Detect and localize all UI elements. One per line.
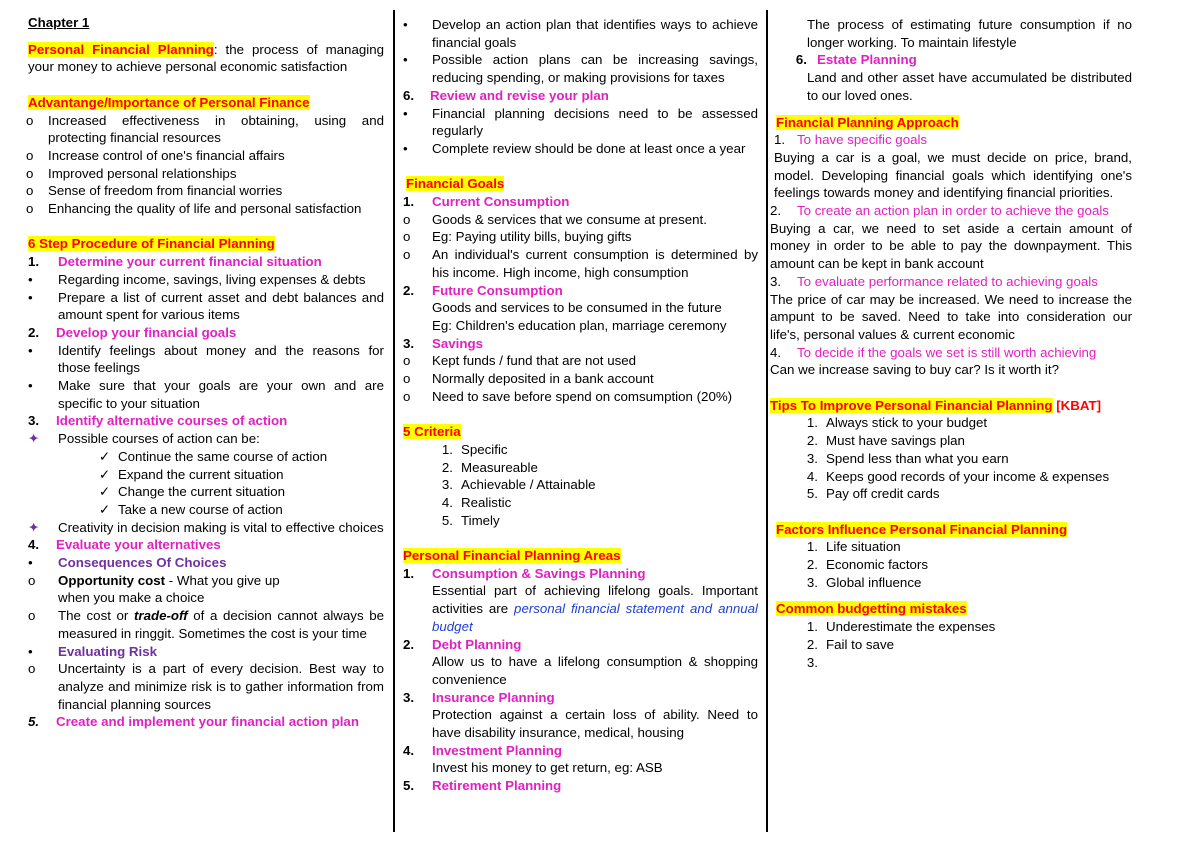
list-item: • Identify feelings about money and the reasons for those feelings: [28, 342, 384, 376]
list-item: o Uncertainty is a part of every decision. Best way to analyze and minimize risk is to gather information from financial planning sources: [28, 661, 384, 712]
list-item: • Complete review should be done at least once a year: [403, 140, 746, 156]
area-4-text: Invest his money to get return, eg: ASB: [432, 760, 663, 776]
list-item: ✦ Possible courses of action can be:: [28, 431, 260, 447]
criteria-item: 2. Measureable: [441, 459, 538, 475]
goal-2: 2. Future Consumption: [403, 282, 563, 298]
list-item: • Prepare a list of current asset and debt balances and amount spent for various items: [28, 289, 384, 323]
six-step-heading: 6 Step Procedure of Financial Planning: [28, 236, 275, 252]
approach-4: 4. To decide if the goals we set is still worth achieving: [770, 344, 1097, 360]
list-item: o Normally deposited in a bank account: [403, 371, 654, 387]
step-4: 4. Evaluate your alternatives: [28, 537, 221, 553]
list-item: • Financial planning decisions need to be assessed regularly: [403, 105, 758, 139]
tip-item: 5. Pay off credit cards: [806, 486, 940, 502]
list-item: o Improved personal relationships: [26, 165, 237, 181]
criteria-item: 3. Achievable / Attainable: [441, 477, 596, 493]
goal-3: 3. Savings: [403, 335, 483, 351]
list-item: • Possible action plans can be increasing savings, reducing spending, or making provisions for taxes: [403, 52, 758, 86]
list-item: o Opportunity cost - What you give up: [28, 572, 280, 588]
mistake-item: 2. Fail to save: [806, 636, 894, 652]
factor-item: 2. Economic factors: [806, 557, 928, 573]
factor-item: 1. Life situation: [806, 539, 901, 555]
list-item: • Develop an action plan that identifies ways to achieve financial goals: [403, 17, 758, 50]
tips-heading-line: [770, 397, 1132, 415]
criteria-item: 5. Timely: [441, 512, 500, 528]
check-item: ✓ Take a new course of action: [28, 501, 384, 519]
approach-1-text: Buying a car is a goal, we must decide on price, brand, model. Developing financial goals which identifying one's feelings towards money and identifying financial priorities.: [774, 149, 1132, 201]
list-item: o Sense of freedom from financial worries: [26, 183, 283, 199]
advantage-list: [26, 112, 384, 218]
step-6: 6. Review and revise your plan: [403, 87, 609, 103]
approach-2-text: Buying a car, we need to set aside a certain amount of money in order to be able to pay the downpayment. This amount can be kept in bank account: [770, 220, 1132, 272]
tip-item: 4. Keeps good records of your income & expenses: [806, 468, 1110, 484]
approach-2: 2. To create an action plan in order to achieve the goals: [770, 203, 1109, 219]
list-item: ✦ Creativity in decision making is vital to effective choices: [28, 519, 384, 535]
tip-item: 1. Always stick to your budget: [806, 415, 988, 431]
kbat-tag: [KBAT]: [1052, 397, 1101, 413]
tip-item: 3. Spend less than what you earn: [806, 450, 1009, 466]
approach-4-text: Can we increase saving to buy car? Is it worth it?: [770, 362, 1059, 378]
advantage-heading: Advantange/Importance of Personal Finance: [28, 94, 310, 110]
list-item: • Consequences Of Choices: [28, 555, 227, 571]
area-6-text: Land and other asset have accumulated be distributed to our loved ones.: [807, 70, 1132, 103]
column-divider-2: [766, 10, 768, 832]
area-6: 6. Estate Planning: [795, 52, 917, 68]
area-1-text: Essential part of achieving lifelong goals. Important activities are personal financial statement and annual budget: [432, 583, 759, 634]
area-2: 2. Debt Planning: [403, 636, 522, 652]
list-item: o Need to save before spend on comsumption (20%): [403, 388, 733, 404]
list-item: o Goods & services that we consume at present.: [403, 211, 707, 227]
column-divider-1: [393, 10, 395, 832]
area-1: 1. Consumption & Savings Planning: [403, 565, 646, 581]
approach-3: 3. To evaluate performance related to achieving goals: [770, 273, 1098, 289]
goal-2-text: Goods and services to be consumed in the future: [432, 300, 722, 316]
list-item: o Increased effectiveness in obtaining, using and protecting financial resources: [26, 112, 384, 146]
checkmark-icon: ✓: [98, 501, 110, 517]
list-item: • Evaluating Risk: [28, 643, 158, 659]
mistake-item: 3.: [806, 654, 818, 670]
mistakes-heading: Common budgetting mistakes: [776, 601, 967, 617]
list-item: • Make sure that your goals are your own and are specific to your situation: [28, 378, 384, 411]
list-item: o The cost or trade-off of a decision cannot always be measured in ringgit. Sometimes the cost is your time: [28, 608, 384, 641]
criteria-item: 4. Realistic: [441, 494, 512, 510]
financial-goals-heading: Financial Goals: [406, 176, 505, 192]
approach-1: 1. To have specific goals: [774, 132, 928, 148]
goal-2-example: Eg: Children's education plan, marriage ceremony: [432, 317, 727, 333]
criteria-item: 1. Specific: [441, 441, 508, 457]
area-2-text: Allow us to have a lifelong consumption & shopping convenience: [432, 654, 758, 687]
column-2: [403, 16, 758, 795]
approach-heading: Financial Planning Approach: [776, 114, 959, 130]
step-1: 1. Determine your current financial situation: [28, 254, 322, 270]
check-item: ✓ Expand the current situation: [28, 466, 384, 484]
areas-heading: Personal Financial Planning Areas: [403, 548, 621, 564]
diamond-bullet-icon: ✦: [28, 519, 40, 535]
list-item: o Eg: Paying utility bills, buying gifts: [403, 229, 632, 245]
list-item: o Kept funds / fund that are not used: [403, 353, 637, 369]
retirement-text: The process of estimating future consumption if no longer working. To maintain lifestyle: [807, 17, 1132, 50]
column-1: [28, 14, 384, 731]
check-item: ✓ Change the current situation: [28, 483, 384, 501]
approach-3-text: The price of car may be increased. We need to increase the ampunt to be saved. Need to take into consideration our life's, personal values & current economic: [770, 291, 1132, 342]
chapter-title: Chapter 1: [28, 15, 90, 30]
area-3: 3. Insurance Planning: [403, 689, 555, 705]
list-item: o Increase control of one's financial affairs: [26, 147, 285, 163]
checkmark-icon: ✓: [98, 448, 110, 464]
tip-item: 2. Must have savings plan: [806, 433, 965, 449]
area-4: 4. Investment Planning: [403, 742, 563, 758]
step-5: 5. Create and implement your financial action plan: [28, 714, 359, 730]
area-3-text: Protection against a certain loss of ability. Need to have disability insurance, medical, housing: [432, 707, 758, 741]
list-item: • Regarding income, savings, living expenses & debts: [28, 271, 366, 287]
area-5: 5. Retirement Planning: [403, 778, 562, 794]
five-criteria-heading: 5 Criteria: [403, 424, 461, 440]
list-item: o An individual's current consumption is determined by his income. High income, high consumption: [403, 247, 758, 280]
column-3: [770, 16, 1132, 671]
opportunity-continued: when you make a choice: [58, 590, 205, 606]
checkmark-icon: ✓: [98, 484, 110, 500]
list-item: o Enhancing the quality of life and personal satisfaction: [26, 201, 362, 217]
pfp-definition: Personal Financial Planning: the process of managing your money to achieve personal economic satisfaction: [28, 41, 384, 75]
mistake-item: 1. Underestimate the expenses: [806, 619, 996, 635]
factors-heading: Factors Influence Personal Financial Planning: [776, 521, 1068, 537]
check-item: ✓ Continue the same course of action: [28, 448, 384, 466]
tips-heading: Tips To Improve Personal Financial Planning: [770, 397, 1053, 413]
diamond-bullet-icon: ✦: [28, 431, 40, 447]
checkmark-icon: ✓: [98, 466, 110, 482]
goal-1: 1. Current Consumption: [403, 194, 570, 210]
step-3: 3. Identify alternative courses of action: [28, 413, 288, 429]
factor-item: 3. Global influence: [806, 574, 922, 590]
pfp-term: Personal Financial Planning: [28, 41, 214, 57]
step-2: 2. Develop your financial goals: [28, 324, 237, 340]
